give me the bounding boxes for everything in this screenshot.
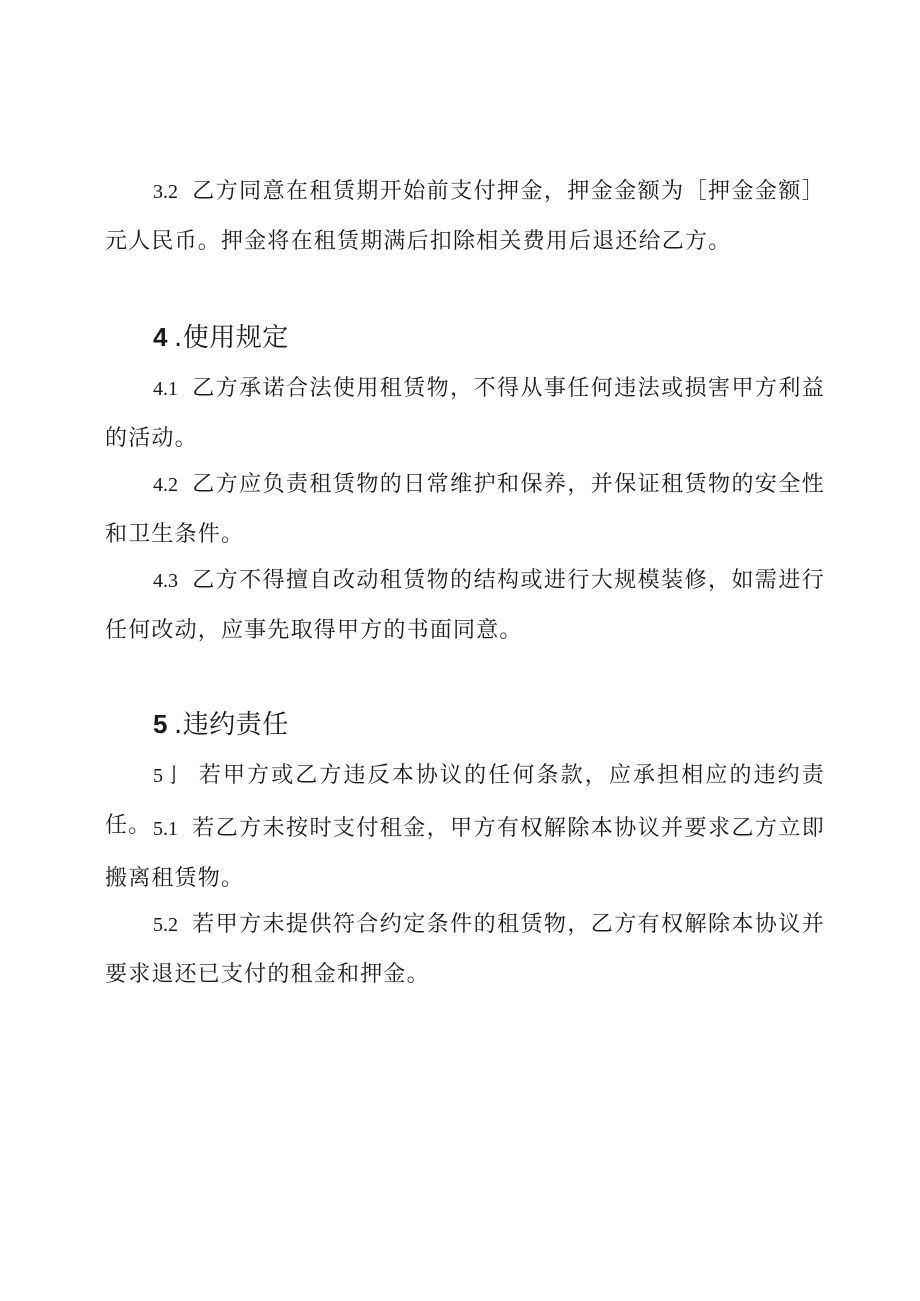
clause-text: 乙方承诺合法使用租赁物，不得从事任何违法或损害甲方利益的活动。 bbox=[105, 376, 825, 451]
clause-text: 乙方应负责租赁物的日常维护和保养，并保证租赁物的安全性和卫生条件。 bbox=[105, 472, 825, 547]
clause-number: 4.3 bbox=[153, 570, 178, 592]
section-title: .违约责任 bbox=[173, 710, 289, 740]
clause-number: 5.1 bbox=[153, 818, 178, 840]
clause-4-3 bbox=[105, 556, 825, 656]
clause-text: 乙方不得擅自改动租赁物的结构或进行大规模装修，如需进行任何改动，应事先取得甲方的书面同意。 bbox=[105, 568, 825, 643]
clause-number: 3.2 bbox=[153, 181, 178, 203]
clause-number: 4.2 bbox=[153, 474, 178, 496]
clause-number: 4.1 bbox=[153, 378, 178, 400]
section-number: 4 bbox=[153, 322, 168, 352]
clause-number: 5亅 bbox=[153, 765, 185, 787]
clause-4-2 bbox=[105, 460, 825, 560]
clause-text: 若甲方未提供符合约定条件的租赁物，乙方有权解除本协议并要求退还已支付的租金和押金。 bbox=[105, 912, 825, 987]
clause-3-2 bbox=[105, 167, 825, 267]
section-heading-4 bbox=[153, 317, 289, 358]
clause-text: 若甲方或乙方违反本协议的任何条款，应承担相应的违约责任。 bbox=[105, 763, 826, 838]
clause-number: 5.2 bbox=[153, 914, 178, 936]
section-number: 5 bbox=[153, 709, 168, 739]
section-title: .使用规定 bbox=[173, 323, 289, 353]
clause-text: 若乙方未按时支付租金，甲方有权解除本协议并要求乙方立即搬离租赁物。 bbox=[105, 816, 825, 891]
clause-5-1 bbox=[105, 804, 825, 904]
clause-4-1 bbox=[105, 364, 825, 464]
clause-text: 乙方同意在租赁期开始前支付押金，押金金额为［押金金额］元人民币。押金将在租赁期满后扣除相关费用后退还给乙方。 bbox=[105, 179, 825, 254]
section-heading-5 bbox=[153, 704, 289, 745]
clause-5-2 bbox=[105, 900, 825, 1000]
